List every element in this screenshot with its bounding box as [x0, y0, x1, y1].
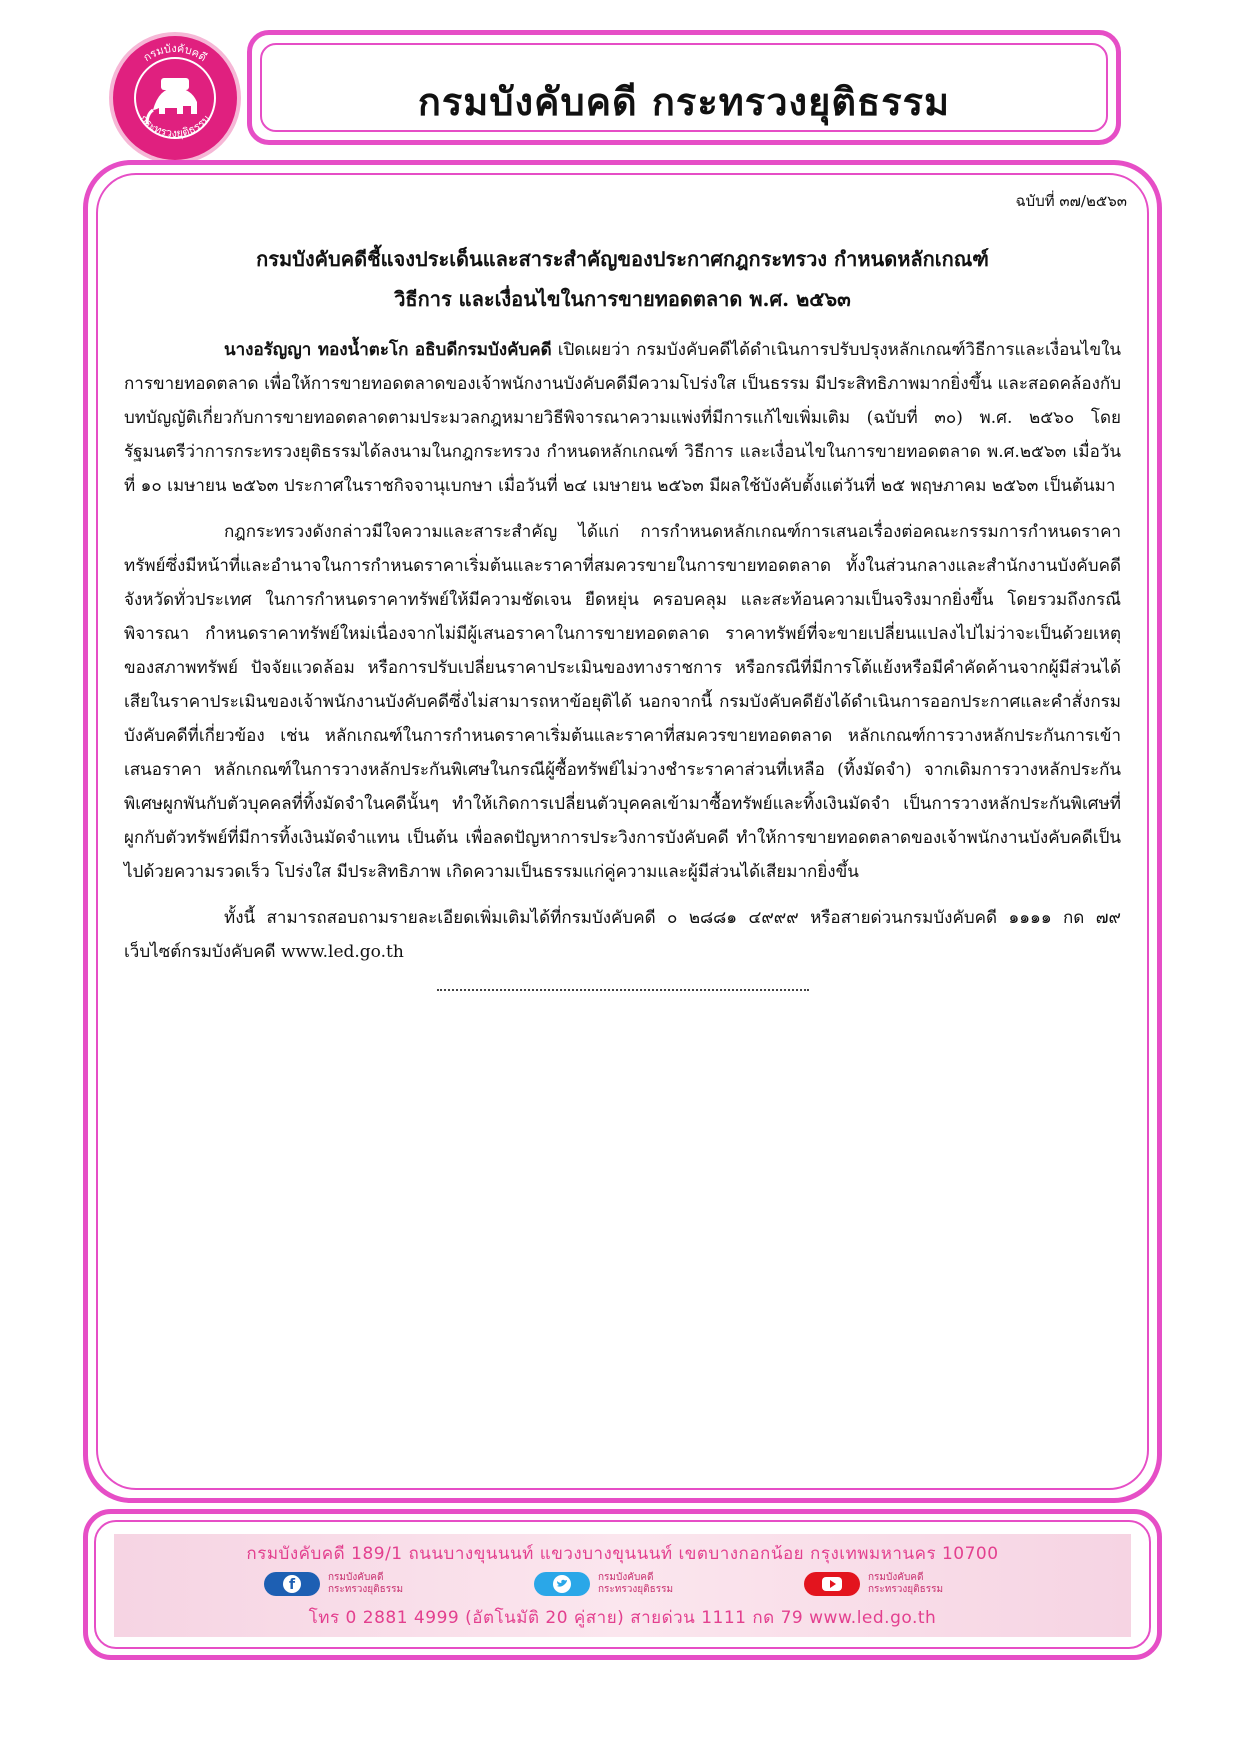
headline-line-1: กรมบังคับคดีชี้แจงประเด็นและสาระสำคัญของประกาศกฎกระทรวง กำหนดหลักเกณฑ์ [256, 247, 989, 271]
facebook-label: กรมบังคับคดี กระทรวงยุติธรรม [328, 1572, 404, 1595]
reference-number: ฉบับที่ ๓๗/๒๕๖๓ [1015, 192, 1127, 210]
facebook-icon [264, 1572, 320, 1596]
footer-contact: โทร 0 2881 4999 (อัตโนมัติ 20 คู่สาย) สายด่วน 1111 กด 79 www.led.go.th [308, 1608, 937, 1628]
twitter-label: กรมบังคับคดี กระทรวงยุติธรรม [598, 1572, 674, 1595]
headline-line-2: วิธีการ และเงื่อนไขในการขายทอดตลาด พ.ศ. ๒๕๖๓ [394, 287, 851, 311]
youtube-label: กรมบังคับคดี กระทรวงยุติธรรม [868, 1572, 944, 1595]
paragraph-1-body: เปิดเผยว่า กรมบังคับคดีได้ดำเนินการปรับปรุงหลักเกณฑ์วิธีการและเงื่อนไขในการขายทอดตลาด เพื่อให้การขายทอดตลาดของเจ้าพนักงานบังคับคดีมีความโปร่งใส เป็นธรรม มีประสิทธิภาพมากยิ่งขึ้น และสอดคล้องกับบทบัญญัติเกี่ยวกับการขายทอดตลาดตามประมวลกฎหมายวิธีพิจารณาความแพ่งที่มีการแก้ไขเพิ่มเติม (ฉบับที่ ๓๐) พ.ศ. ๒๕๖๐ โดยรัฐมนตรีว่าการกระทรวงยุติธรรมได้ลงนามในกฎกระทรวง กำหนดหลักเกณฑ์ วิธีการ และเงื่อนไขในการขายทอดตลาด พ.ศ.๒๕๖๓ เมื่อวันที่ ๑๐ เมษายน ๒๕๖๓ ประกาศในราชกิจจานุเบกษา เมื่อวันที่ ๒๔ เมษายน ๒๕๖๓ มีผลใช้บังคับตั้งแต่วันที่ ๒๕ พฤษภาคม ๒๕๖๓ เป็นต้นมา [124, 340, 1121, 496]
header-banner [247, 30, 1121, 145]
page-title: กรมบังคับคดี กระทรวงยุติธรรม [417, 79, 951, 124]
footer-address: กรมบังคับคดี 189/1 ถนนบางขุนนนท์ แขวงบางขุนนนท์ เขตบางกอกน้อย กรุงเทพมหานคร 10700 [246, 1544, 999, 1564]
youtube-icon [804, 1572, 860, 1596]
department-logo [113, 36, 237, 160]
end-separator [437, 989, 809, 991]
paragraph-3: ทั้งนี้ สามารถสอบถามรายละเอียดเพิ่มเติมได้ที่กรมบังคับคดี ๐ ๒๘๘๑ ๔๙๙๙ หรือสายด่วนกรมบังคับคดี ๑๑๑๑ กด ๗๙ เว็บไซต์กรมบังคับคดี www.led.go.th [124, 908, 1121, 962]
logo-text-bottom: กระทรวงยุติธรรม [137, 112, 213, 140]
logo-text-top: กรมบังคับคดี [140, 41, 209, 65]
svg-text:f: f [288, 1577, 296, 1593]
paragraph-2: กฎกระทรวงดังกล่าวมีใจความและสาระสำคัญ ได้แก่ การกำหนดหลักเกณฑ์การเสนอเรื่องต่อคณะกรรมการกำหนดราคาทรัพย์ซึ่งมีหน้าที่และอำนาจในการกำหนดราคาเริ่มต้นและราคาที่สมควรขายในการขายทอดตลาด ทั้งในส่วนกลางและสำนักงานบังคับคดีจังหวัดทั่วประเทศ ในการกำหนดราคาทรัพย์ให้มีความชัดเจน ยืดหยุ่น ครอบคลุม และสะท้อนความเป็นจริงมากยิ่งขึ้น โดยรวมถึงกรณีพิจารณา กำหนดราคาทรัพย์ใหม่เนื่องจากไม่มีผู้เสนอราคาในการขายทอดตลาด ราคาทรัพย์ที่จะขายเปลี่ยนแปลงไปไม่ว่าจะเป็นด้วยเหตุของสภาพทรัพย์ ปัจจัยแวดล้อม หรือการปรับเปลี่ยนราคาประเมินของทางราชการ หรือกรณีที่มีการโต้แย้งหรือมีคำคัดค้านจากผู้มีส่วนได้เสียในราคาประเมินของเจ้าพนักงานบังคับคดีซึ่งไม่สามารถหาข้อยุติได้ นอกจากนี้ กรมบังคับคดียังได้ดำเนินการออกประกาศและคำสั่งกรมบังคับคดีที่เกี่ยวข้อง เช่น หลักเกณฑ์ในการกำหนดราคาเริ่มต้นและราคาที่สมควรขายทอดตลาด หลักเกณฑ์การวางหลักประกันการเข้าเสนอราคา หลักเกณฑ์ในการวางหลักประกันพิเศษในกรณีผู้ซื้อทรัพย์ไม่วางชำระราคาส่วนที่เหลือ (ทิ้งมัดจำ) จากเดิมการวางหลักประกันพิเศษผูกพันกับตัวบุคคลที่ทิ้งมัดจำในคดีนั้นๆ ทำให้เกิดการเปลี่ยนตัวบุคคลเข้ามาซื้อทรัพย์และทิ้งเงินมัดจำ เป็นการวางหลักประกันพิเศษที่ผูกกับตัวทรัพย์ที่มีการทิ้งเงินมัดจำแทน เป็นต้น เพื่อลดปัญหาการประวิงการบังคับคดี ทำให้การขายทอดตลาดของเจ้าพนักงานบังคับคดีเป็นไปด้วยความรวดเร็ว โปร่งใส มีประสิทธิภาพ เกิดความเป็นธรรมแก่คู่ความและผู้มีส่วนได้เสียมากยิ่งขึ้น [124, 522, 1121, 882]
paragraph-1-lead: นางอรัญญา ทองน้ำตะโก อธิบดีกรมบังคับคดี [224, 340, 552, 360]
press-release-frame [83, 160, 1162, 1503]
footer-frame [83, 1509, 1162, 1660]
contact-banner [114, 1534, 1131, 1637]
facebook-link[interactable] [264, 1570, 403, 1598]
paragraph-1 [124, 333, 1121, 503]
headline [124, 239, 1121, 319]
twitter-link[interactable] [534, 1570, 673, 1598]
youtube-link[interactable] [804, 1570, 943, 1598]
press-release-content [124, 189, 1127, 991]
twitter-icon [534, 1572, 590, 1596]
